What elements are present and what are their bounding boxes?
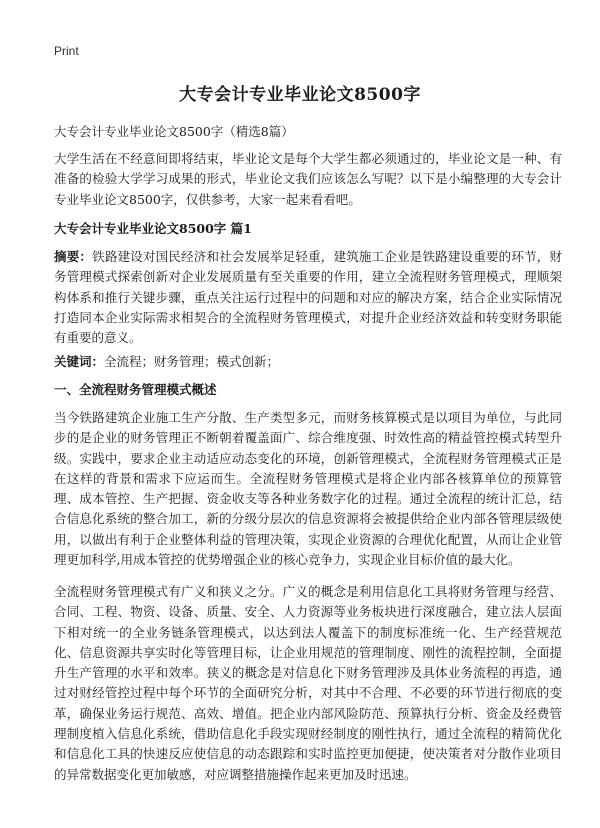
abstract-text: 铁路建设对国民经济和社会发展举足轻重，建筑施工企业是铁路建设重要的环节，财务管理模式探索创新对企业发展质量有至关重要的作用，建立全流程财务管理模式，理顺架构体系和推行关键步骤，重点关注运行过程中的问题和对应的解决方案，结合企业实际情况打造同本企业实际需求相契合的全流程财务管理模式，对提升企业经济效益和转变财务职能有重要的意义。 — [54, 249, 562, 346]
document-subtitle: 大专会计专业毕业论文8500字（精选8篇） — [54, 124, 294, 139]
keywords-paragraph — [54, 352, 562, 372]
print-link[interactable]: Print — [54, 44, 79, 58]
section-heading: 一、全流程财务管理模式概述 — [54, 382, 217, 397]
body-paragraph-2: 全流程财务管理模式有广义和狭义之分。广义的概念是利用信息化工具将财务管理与经营、合同、工程、物资、设备、质量、安全、人力资源等业务板块进行深度融合，建立法人层面下相对统一的全业务链条管理模式，以达到法人覆盖下的制度标准统一化、生产经营规范化、信息资源共享实时化等管理目标，让企业用规范的管理制度、刚性的流程控制，全面提升生产管理的水平和效率。狭义的概念是对信息化下财务管理涉及具体业务流程的再造，通过对财经管控过程中每个环节的全面研究分析，对其中不合理、不必要的环节进行彻底的变革，确保业务运行规范、高效、增值。把企业内部风险防范、预算执行分析、资金及经费管理制度植入信息化系统，借助信息化手段实现财经制度的刚性执行，通过全流程的精简优化和信息化工具的快速反应使信息的动态跟踪和实时监控更加便捷，使决策者对分散作业项目的异常数据变化更加敏感，对应调整措施操作起来更加及时迅速。 — [54, 584, 562, 782]
page-title: 大专会计专业毕业论文8500字 — [179, 85, 421, 105]
abstract-label: 摘要： — [54, 249, 93, 264]
abstract-paragraph — [54, 247, 562, 348]
keywords-label: 关键词： — [54, 354, 105, 369]
article-heading: 大专会计专业毕业论文8500字 篇1 — [54, 221, 252, 236]
keywords-text: 全流程；财务管理；模式创新； — [104, 354, 280, 369]
intro-paragraph: 大学生活在不经意间即将结束，毕业论文是每个大学生都必须通过的，毕业论文是一种、有准备的检验大学学习成果的形式，毕业论文我们应该怎么写呢？以下是小编整理的大专会计专业毕业论文8500字，仅供参考，大家一起来看看吧。 — [54, 151, 562, 207]
body-paragraph-1: 当今铁路建筑企业施工生产分散、生产类型多元，而财务核算模式是以项目为单位，与此同步的是企业的财务管理正不断朝着覆盖面广、综合维度强、时效性高的精益管控模式转型升级。实践中，要求企业主动适应动态变化的环境，创新管理模式，全流程财务管理模式正是在这样的背景和需求下应运而生。全流程财务管理模式是将企业内部各核算单位的预算管理、成本管控、生产把握、资金收支等各种业务数字化的过程。通过全流程的统计汇总，结合信息化系统的整合加工，新的分级分层次的信息资源将会被提供给企业内部各管理层级使用，以做出有利于企业整体利益的管理决策，实现企业资源的合理优化配置，从而让企业管理更加科学,用成本管控的优势增强企业的核心竞争力，实现企业目标价值的最大化。 — [54, 410, 562, 568]
